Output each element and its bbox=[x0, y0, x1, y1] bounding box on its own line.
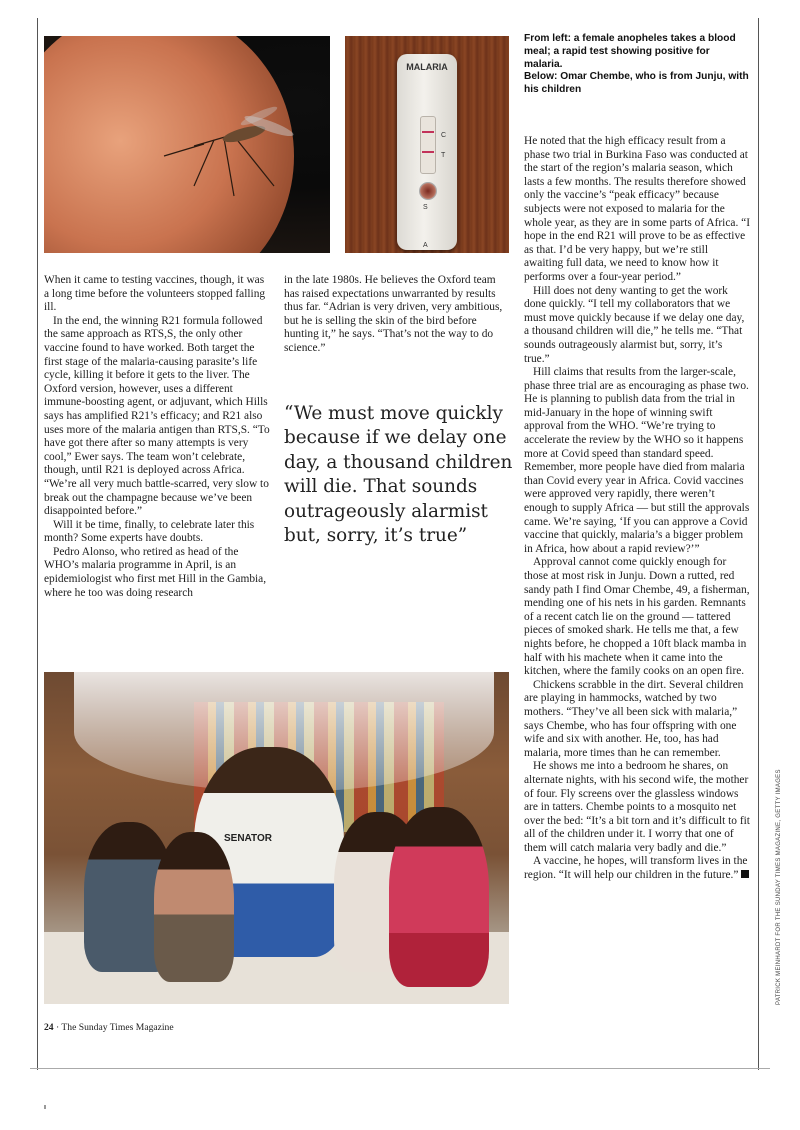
child-figure bbox=[154, 832, 234, 982]
article-column-3 bbox=[524, 135, 750, 883]
paragraph: Will it be time, finally, to celebrate later this month? Some experts have doubts. bbox=[44, 518, 255, 545]
photo-credit: PATRICK MEINHARDT FOR THE SUNDAY TIMES MAGAZINE, GETTY IMAGES bbox=[776, 769, 782, 1005]
family-photo bbox=[44, 672, 509, 1004]
rapid-test-photo bbox=[345, 36, 509, 253]
page-number: 24 bbox=[44, 1022, 54, 1033]
photo-caption bbox=[524, 33, 749, 97]
sample-well bbox=[419, 182, 437, 200]
paragraph: Approval cannot come quickly enough for those at most risk in Junju. Down a rutted, red sandy path I find Omar Chembe, 49, a fisherman, mending one of his nets in his garden. Remnants of a recent catch lie on the ground — tattered pieces of smoked shark. He tells me that, a few nights before, he chopped a 10ft black mamba in half with his machete when it came into the kitchen, where the family cooks on an open fire. bbox=[524, 556, 750, 678]
left-margin-rule bbox=[37, 18, 38, 1070]
paragraph: Hill does not deny wanting to get the work done quickly. “I tell my collaborators that we must move quickly because if we delay one day, a thousand children will die,” he tells me. “That sounds outrageously alarmist but, sorry, it’s true.” bbox=[524, 284, 745, 365]
paragraph-final bbox=[524, 855, 750, 882]
mark-c: C bbox=[441, 132, 447, 139]
bottom-page-edge bbox=[30, 1068, 770, 1069]
mark-t: T bbox=[441, 152, 446, 159]
footer-separator: · bbox=[53, 1022, 62, 1033]
cassette-label: MALARIA bbox=[406, 62, 448, 72]
paragraph: Chickens scrabble in the dirt. Several children are playing in hammocks, watched by two mothers. “They’ve all been sick with malaria,” says Chembe, who has four offspring with one wife and six with another. He, too, has had malaria, more times than he can remember. bbox=[524, 678, 744, 759]
publication-name: The Sunday Times Magazine bbox=[61, 1022, 174, 1033]
mark-a: A bbox=[423, 242, 428, 249]
mosquito-illustration bbox=[44, 36, 330, 253]
paragraph: When it came to testing vaccines, though, it was a long time before the volunteers stopped falling ill. bbox=[44, 274, 266, 314]
paragraph: He noted that the high efficacy result from a phase two trial in Burkina Faso was conducted at the start of the region’s malaria season, which lasts a few months. The results therefore showed only the vaccine’s “peak efficacy” because subjects were not exposed to malaria for the whole year, as they are in some parts of Africa. “I hope in the end R21 will prove to be as effective as that. I’d be very happy, but we’re still awaiting full data, we need to know how it performs over a four-year period.” bbox=[524, 135, 750, 283]
control-line bbox=[422, 131, 434, 133]
test-line bbox=[422, 151, 434, 153]
paragraph: He shows me into a bedroom he shares, on alternate nights, with his second wife, the mother of four. Fly screens over the glassless windows are in tatters. Chembe points to a mosquito net over the bed: “It’s a bit torn and it’s difficult to fit all of the children under it. I worry that one of them will catch malaria very badly and die.” bbox=[524, 760, 750, 854]
final-text: A vaccine, he hopes, will transform lives in the region. “It will help our children in the future.” bbox=[524, 855, 748, 882]
scan-artifact bbox=[44, 1105, 46, 1109]
test-cassette bbox=[397, 54, 457, 250]
shirt-text: SENATOR bbox=[224, 833, 272, 844]
result-window bbox=[420, 116, 436, 174]
paragraph: in the late 1980s. He believes the Oxford team has raised expectations unwarranted by results thus far. “Adrian is very driven, very ambitious, but he is selling the skin of the bird before hunting it,” he says. “That’s not the way to do science.” bbox=[284, 274, 503, 354]
article-column-2 bbox=[284, 274, 509, 356]
mark-s: S bbox=[423, 204, 428, 211]
caption-bottom: Below: Omar Chembe, who is from Junju, with his children bbox=[524, 71, 749, 96]
right-margin-rule bbox=[758, 18, 759, 1070]
end-mark-icon bbox=[741, 870, 749, 878]
paragraph: In the end, the winning R21 formula followed the same approach as RTS,S, the only other vaccine found to have worked. Both target the first stage of the malaria-causing parasite’s life cycle, killing it before it gets to the liver. The Oxford version, however, uses a different immune-boosting agent, or adjuvant, which Hills says has amplified R21’s efficacy; and R21 also uses more of the malaria antigen than RTS,S. “To have got there after so many attempts is very cool,” Ewer says. The team won’t celebrate, though, until R21 is deployed across Africa. “We’re all very much battle-scarred, very slow to break out the champagne because we’ve been disappointed before.” bbox=[44, 314, 270, 518]
page-footer bbox=[44, 1022, 174, 1033]
paragraph: Pedro Alonso, who retired as head of the WHO’s malaria programme in April, is an epidemiologist who first met Hill in the Gambia, where he too was doing research bbox=[44, 545, 267, 599]
mosquito-photo bbox=[44, 36, 330, 253]
paragraph: Hill claims that results from the larger-scale, phase three trial are as encouraging as phase two. He is planning to publish data from the trial in mid-January in the hope of winning swift approval from the WHO. “We’re trying to accelerate the review by the WHO so it happens more at Covid speed than standard speed. Remember, more people have died from malaria than Covid every year in Africa. Covid vaccines were approved very rapidly, there weren’t enough to supply Africa — but still the approvals came. We’re saying, ‘If you can approve a Covid vaccine that quickly, malaria’s a bigger problem in Africa, how about a rapid review?’” bbox=[524, 366, 750, 555]
pull-quote: “We must move quickly because if we delay one day, a thousand children will die. That sounds outrageously alarmist but, sorry, it’s true” bbox=[284, 403, 513, 547]
caption-top: From left: a female anopheles takes a blood meal; a rapid test showing positive for malaria. bbox=[524, 33, 736, 70]
child-figure bbox=[389, 807, 489, 987]
article-column-1 bbox=[44, 274, 272, 600]
